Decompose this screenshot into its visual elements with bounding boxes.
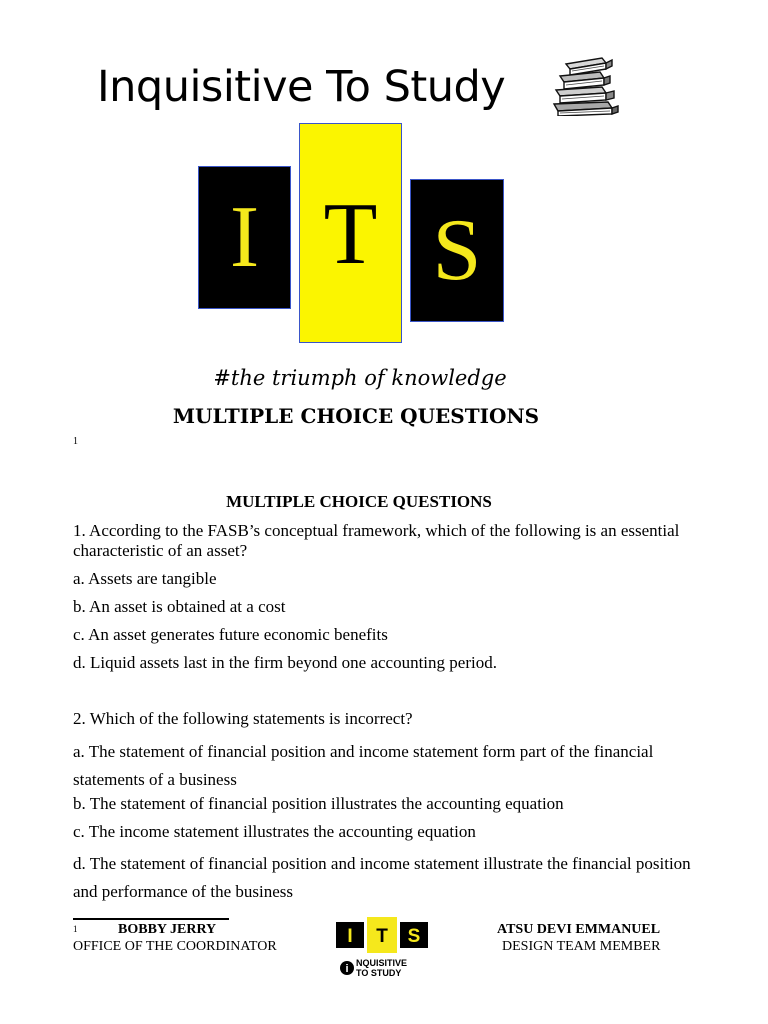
question-1: 1. According to the FASB’s conceptual framework, which of the following is an essential characteristic of an asset? xyxy=(73,521,680,560)
footer-right-role: DESIGN TEAM MEMBER xyxy=(502,939,661,954)
question-1-option-d: d. Liquid assets last in the firm beyond one accounting period. xyxy=(73,653,497,672)
logo-box-s xyxy=(410,179,504,322)
question-2-option-b: b. The statement of financial position illustrates the accounting equation xyxy=(73,794,564,813)
footer-logo-line1: NQUISITIVE xyxy=(356,958,408,968)
logo-letter-s: S xyxy=(432,202,482,299)
footnote-divider xyxy=(73,918,229,920)
heading-main: MULTIPLE CHOICE QUESTIONS xyxy=(226,492,492,511)
footer-logo-letter-i: I xyxy=(347,926,353,947)
brand-title: Inquisitive To Study xyxy=(97,62,506,112)
footer-logo-line2: TO STUDY xyxy=(356,968,402,978)
footer-right-name: ATSU DEVI EMMANUEL xyxy=(497,922,661,937)
heading-top: MULTIPLE CHOICE QUESTIONS xyxy=(172,404,540,428)
tagline: #the triumph of knowledge xyxy=(213,366,507,390)
question-1-option-c: c. An asset generates future economic benefits xyxy=(73,625,388,644)
question-1-option-b: b. An asset is obtained at a cost xyxy=(73,597,286,616)
logo-box-i xyxy=(198,166,291,309)
books-icon xyxy=(552,54,620,116)
footer-marker: 1 xyxy=(73,924,78,934)
footer-logo-letter-s: S xyxy=(407,926,421,947)
footer-left-role: OFFICE OF THE COORDINATOR xyxy=(73,939,277,954)
question-2-option-c: c. The income statement illustrates the accounting equation xyxy=(73,822,476,841)
question-2: 2. Which of the following statements is incorrect? xyxy=(73,709,413,728)
logo-box-t xyxy=(299,123,402,343)
logo-letter-i: I xyxy=(229,189,260,286)
footer-left-name: BOBBY JERRY xyxy=(118,922,217,937)
question-1-option-a: a. Assets are tangible xyxy=(73,569,217,588)
footnote-marker: 1 xyxy=(73,436,78,447)
footer-logo-mark: i xyxy=(345,963,349,975)
footer-logo-letter-t: T xyxy=(376,926,388,947)
question-2-option-d: d. The statement of financial position and income statement illustrate the financial position and performance of the business xyxy=(73,854,691,901)
footer-logo xyxy=(332,913,436,983)
question-2-option-a: a. The statement of financial position and income statement form part of the financial statements of a business xyxy=(73,742,654,789)
logo-letter-t: T xyxy=(323,186,378,283)
